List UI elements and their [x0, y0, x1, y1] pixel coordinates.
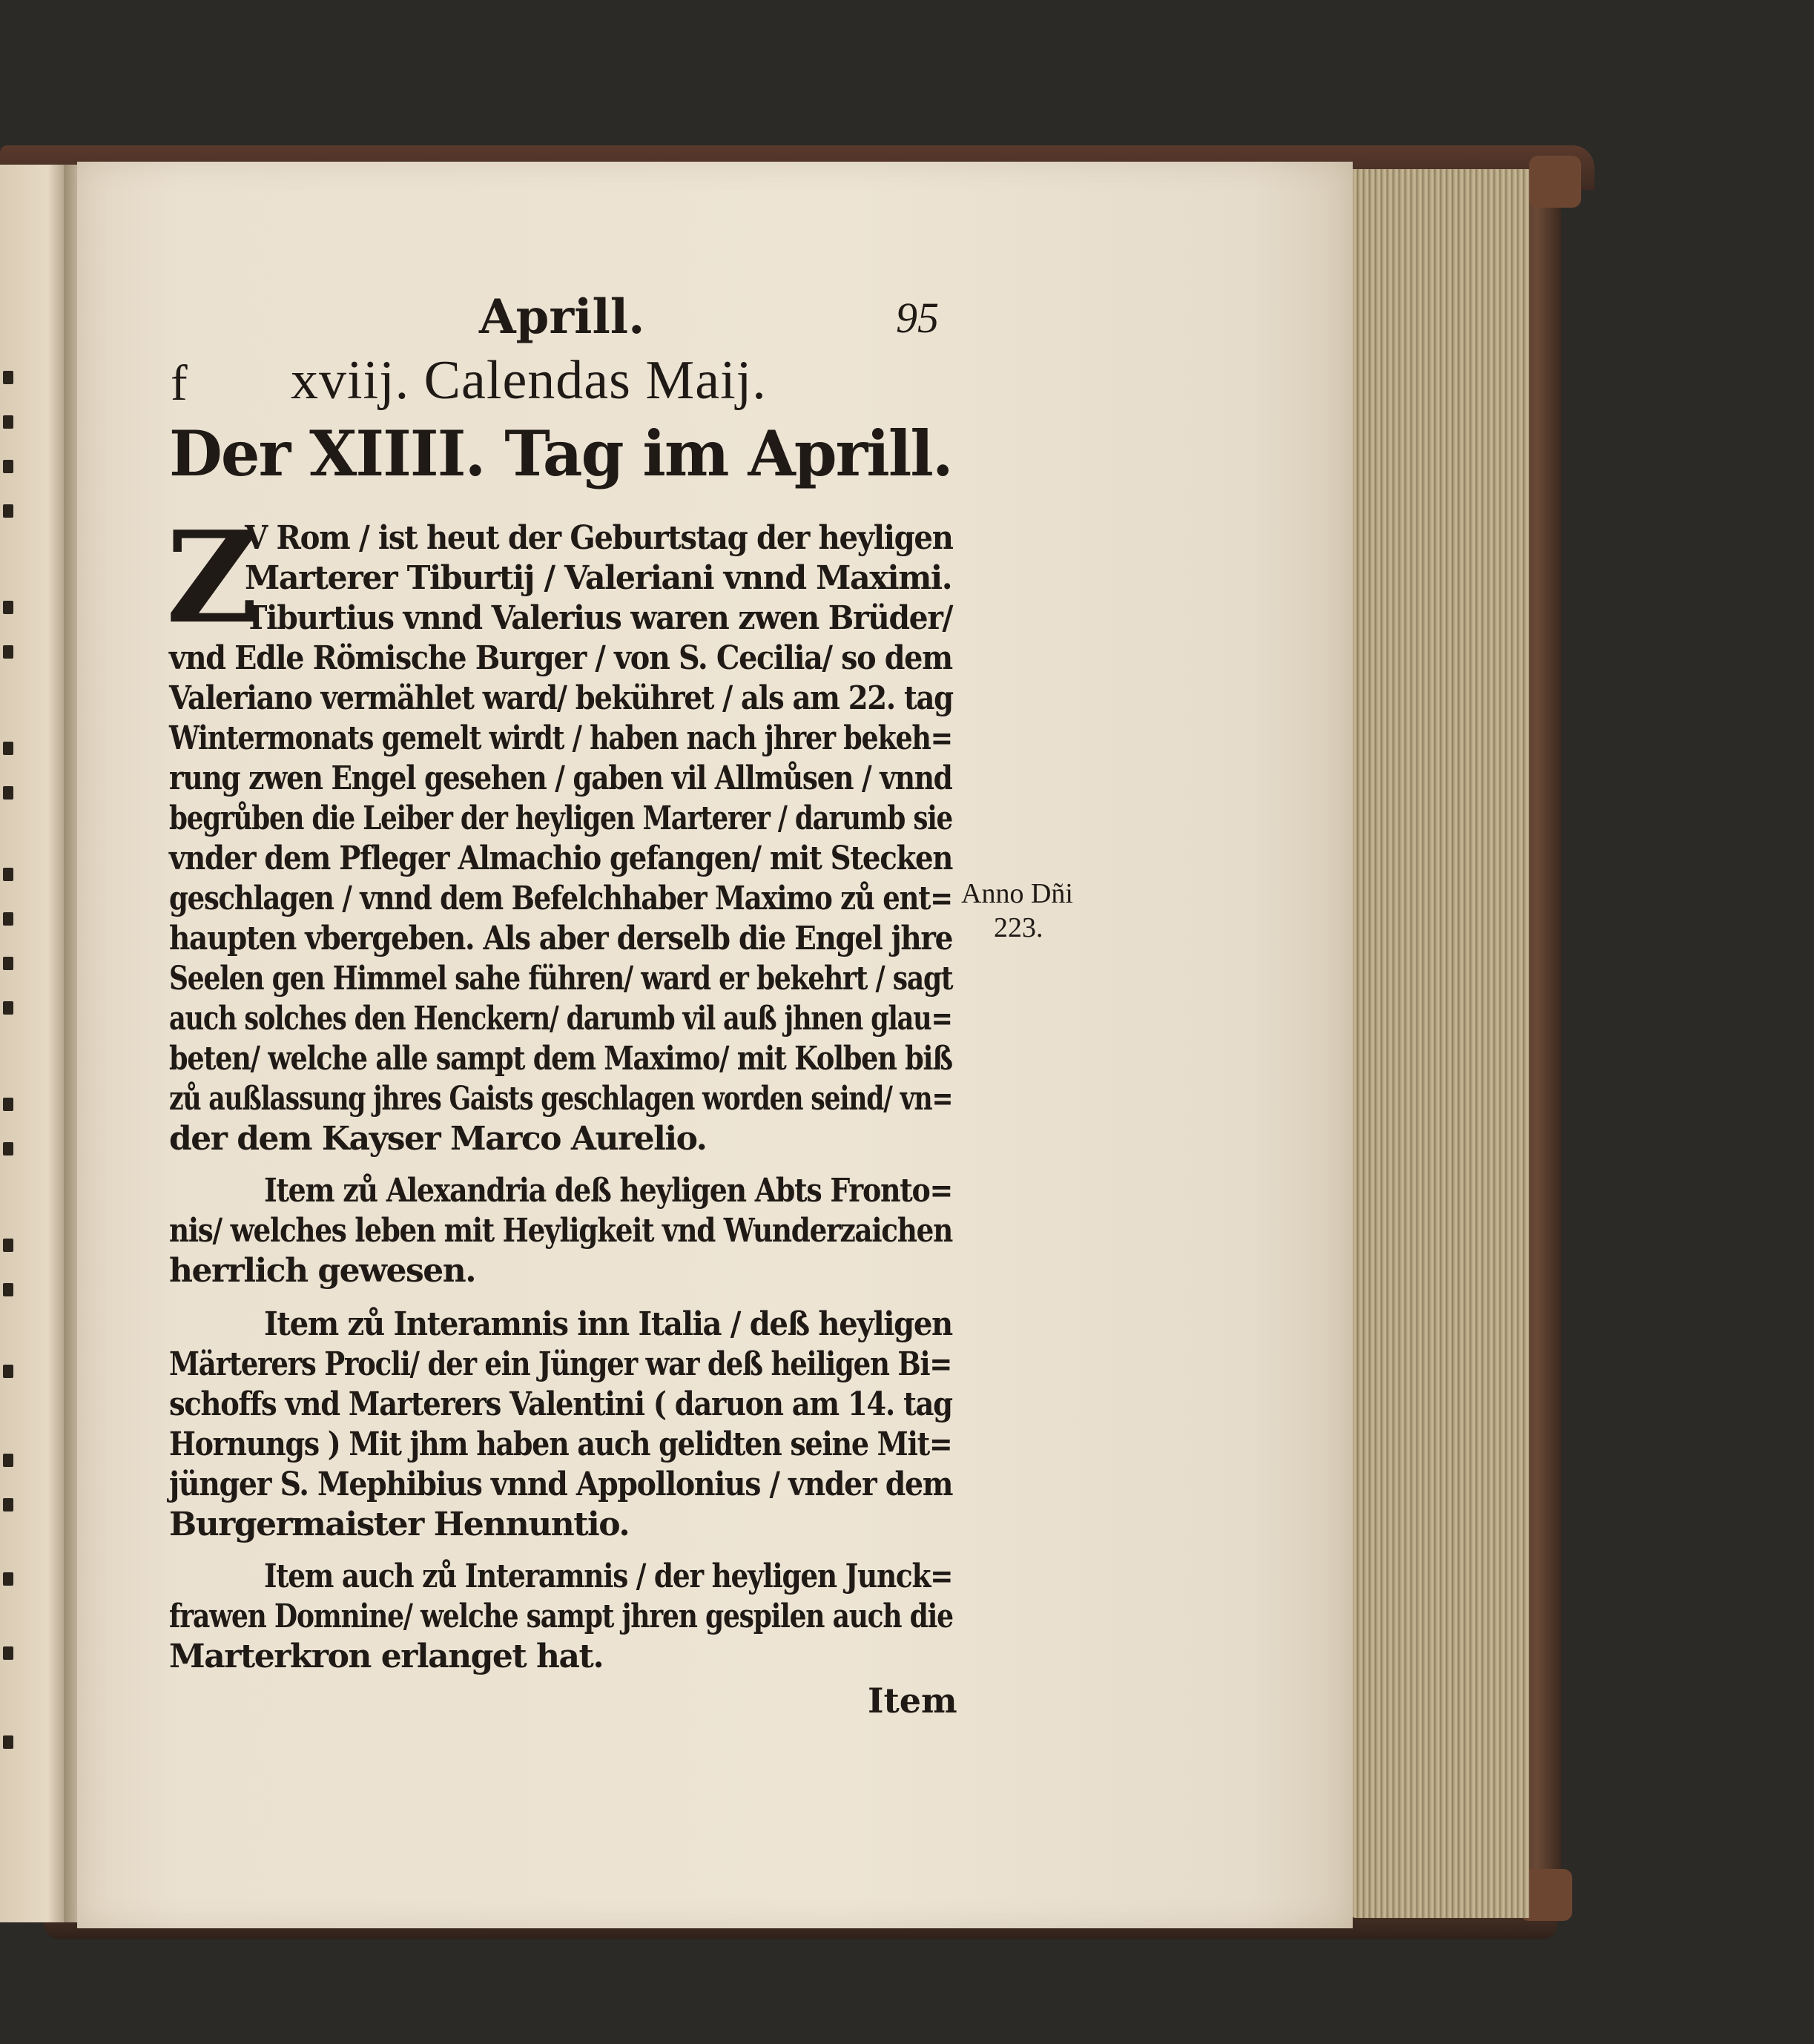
body-line: geschlagen / vnnd dem Befelchhaber Maximo zů ent= — [169, 880, 952, 917]
margin-note-line: 223. — [994, 912, 1043, 943]
drop-cap: Z — [166, 504, 259, 652]
body-line: V Rom / ist heut der Geburtstag der heyligen — [245, 519, 953, 557]
body-line: der dem Kayser Marco Aurelio. — [169, 1120, 707, 1158]
calendar-date: xviij. Calendas Maij. — [291, 350, 767, 411]
body-line: Wintermonats gemelt wirdt / haben nach jhrer bekeh= — [169, 719, 952, 757]
body-line: begrůben die Leiber der heyligen Marterer / darumb sie — [169, 800, 953, 837]
running-title: Aprill. — [479, 289, 645, 345]
body-line: Tiburtius vnnd Valerius waren zwen Brüder/ — [245, 599, 953, 637]
body-line: Item auch zů Interamnis / der heyligen Junck= — [264, 1557, 953, 1595]
page-number: 95 — [896, 294, 939, 342]
body-line: zů außlassung jhres Gaists geschlagen worden seind/ vn= — [169, 1080, 953, 1118]
body-line: jünger S. Mephibius vnnd Appollonius / vnder dem — [169, 1466, 953, 1503]
body-line: Marterkron erlanget hat. — [169, 1638, 604, 1675]
body-line: Seelen gen Himmel sahe führen/ ward er bekehrt / sagt — [169, 960, 953, 998]
body-line: vnd Edle Römische Burger / von S. Cecilia/ so dem — [169, 639, 952, 677]
body-line: vnder dem Pfleger Almachio gefangen/ mit Stecken — [169, 840, 953, 877]
body-line: Marterer Tiburtij / Valeriani vnnd Maximi. — [245, 559, 952, 597]
body-line: Burgermaister Hennuntio. — [169, 1506, 630, 1543]
calendar-letter: f — [171, 355, 188, 411]
cover-corner-top — [1529, 156, 1581, 208]
margin-note-line: Anno Dñi — [961, 878, 1073, 909]
catchword: Item — [868, 1681, 957, 1721]
body-line: schoffs vnd Marterers Valentini ( daruon am 14. tag — [169, 1385, 952, 1423]
body-line: beten/ welche alle sampt dem Maximo/ mit Kolben biß — [169, 1040, 952, 1078]
day-heading: Der XIIII. Tag im Aprill. — [169, 417, 952, 490]
body-line: haupten vbergeben. Als aber derselb die Engel jhre — [169, 920, 953, 957]
body-line: rung zwen Engel gesehen / gaben vil Allmůsen / vnnd — [169, 759, 952, 797]
body-line: Valeriano vermählet ward/ bekühret / als am 22. tag — [169, 679, 953, 717]
body-line: frawen Domnine/ welche sampt jhren gespilen auch die — [169, 1598, 953, 1635]
body-line: Item zů Alexandria deß heyligen Abts Fronto= — [264, 1172, 952, 1210]
page-edges — [1351, 169, 1529, 1918]
body-line: Item zů Interamnis inn Italia / deß heyligen — [264, 1305, 952, 1343]
body-line: Märterers Procli/ der ein Jünger war deß heiligen Bi= — [169, 1345, 952, 1383]
body-line: Hornungs ) Mit jhm haben auch gelidten seine Mit= — [169, 1425, 952, 1463]
body-line: nis/ welches leben mit Heyligkeit vnd Wunderzaichen — [169, 1212, 953, 1250]
body-line: herrlich gewesen. — [169, 1252, 476, 1290]
body-line: auch solches den Henckern/ darumb vil auß jhnen glau= — [169, 1000, 952, 1038]
left-page-sliver — [0, 165, 68, 1922]
